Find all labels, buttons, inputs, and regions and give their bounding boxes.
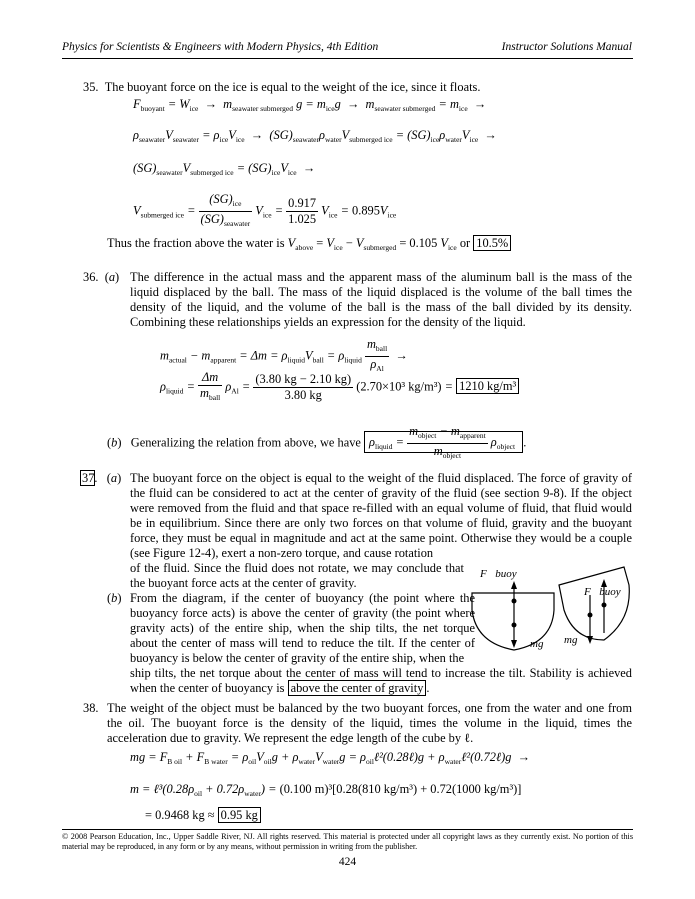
mg-label-1: mg⃗ (530, 638, 552, 650)
p35-equation-3: $(SG)_{seawater}V_{submerged ice} = (SG)_{ice}V_{ice}$ → (133, 161, 316, 177)
p36a-text: The difference in the actual mass and the apparent mass of the aluminum ball is the mass of the liquid displaced by the ball. The mass of the liquid displaced is the volume of the ball times the density of the liquid, and the volume of the ball is the mass of the ball divided by its density. Combining these relationships yields an expression for the density of the liquid. (130, 270, 632, 330)
p35-equation-4: $V_{submerged ice}$ = $\frac{(SG)_{ice}}{(SG)_{seawater}}$ $V_{ice}$ = $\frac{0.917}{1.025}$ $V_{ice} = 0.895V_{ice}$ (133, 192, 397, 228)
header-rule (62, 58, 633, 59)
p35-equation-1: $F_{buoyant} = W_{ice} \to m_{seawater submerged}$ $g = m_{ice}g \to m_{seawater submerged} = m_{ice}$ → (133, 97, 487, 113)
problem-36-number: 36. (a) (83, 270, 120, 284)
book-title: Physics for Scientists & Engineers with Modern Physics, 4th Edition (62, 41, 379, 53)
p38-answer: 0.95 kg (218, 807, 261, 823)
problem-37-number: 37. (a) (82, 471, 122, 485)
p37a-text-2: of the fluid. Since the fluid does not rotate, we may conclude that the buoyant force acts at the center of gravity. (130, 561, 464, 591)
copyright-notice: © 2008 Pearson Education, Inc., Upper Saddle River, NJ. All rights reserved. This material is protected under all copyright laws as they currently exist. No portion of this material may be reproduced, in any form or by any means, without permission in writing from the publisher. (62, 832, 633, 851)
p36b-text: (b) Generalizing the relation from above, we have $\rho_{liquid}$ = $\frac{m_{object} - m_{apparent}}{m_{object}}$ $\rho_{object}$ . (107, 424, 527, 460)
ship-diagram (464, 555, 639, 655)
fbuoy-label-1: F⃗buoy (480, 568, 517, 580)
p37b-label: (b) (107, 591, 122, 605)
p36a-answer: 1210 kg/m³ (456, 378, 519, 394)
p38-equation-2: $m = \ell^3(0.28\rho_{oil} + 0.72\rho_{water}) = (0.100$ m)³[0.28(810 kg/m³) + 0.72(1000 kg/m³)] (130, 782, 522, 798)
footer-rule (62, 829, 633, 830)
problem-35-text: 35. The buoyant force on the ice is equal to the weight of the ice, since it floats. (83, 80, 481, 94)
p36b-answer: $\rho_{liquid}$ = $\frac{m_{object} - m_{apparent}}{m_{object}}$ $\rho_{object}$ (364, 431, 523, 453)
mg-label-2: mg⃗ (564, 634, 586, 646)
running-header (62, 41, 632, 53)
fbuoy-label-2: F⃗buoy (584, 586, 621, 598)
p38-text: The weight of the object must be balanced by the two buoyant forces, one from the water and one from the oil. The buoyant force is the density of the liquid, times the volume in the liquid, times the acceleration due to gravity. We represent the edge length of the cube by ℓ. (107, 701, 632, 746)
page-number: 424 (338, 856, 357, 868)
p36-equation-1: $m_{actual} - m_{apparent} = \Delta m = \rho_{liquid}V_{ball} = \rho_{liquid}$ $\frac{m_{ball}}{\rho_{Al}}$ → (160, 337, 408, 373)
p36-equation-2: $\rho_{liquid}$ = $\frac{\Delta m}{m_{ball}}$ $\rho_{Al}$ = $\frac{(3.80 kg - 2.10 kg)}{3.80 kg}$ (2.70×10³ kg/m³) = 1210 kg/m³ (160, 370, 519, 405)
problem-38-number: 38. (83, 701, 99, 715)
p35-equation-2: $\rho_{seawater}V_{seawater} = \rho_{ice}V_{ice} \to (SG)_{seawater}\rho_{water}V_{submerged ice} = (SG)_{ice}\rho_{water}V_{ice}$ → (133, 128, 497, 144)
p37b-text-2: ship tilts, the net torque about the center of mass will tend to increase the tilt. Stability is achieved when the center of buoyancy is above the center of gravity . (130, 666, 632, 696)
p38-result: = 0.9468 kg ≈ 0.95 kg (145, 808, 261, 823)
tilted-hull (559, 567, 629, 644)
p35-conclusion: Thus the fraction above the water is $V_{above} = V_{ice} - V_{submerged} = 0.105$ $V_{ice}$ or 10.5% (107, 236, 511, 255)
p38-equation-1: mg = $F_{B oil} + F_{B water} = \rho_{oil}V_{oil}g + \rho_{water}V_{water}g$ = $\rho_{oil}\ell^2(0.28\ell)g$ + $\rho_{water}\ell^2(0.72\ell)g$ → (130, 750, 531, 766)
p37a-text: The buoyant force on the object is equal to the weight of the fluid displaced. The force of gravity of the fluid can be considered to act at the center of gravity of the fluid (see section 9-8). If the object were removed from the fluid and that space re-filled with an equal volume of fluid, that fluid would be in equilibrium. Since there are only two forces on that volume of fluid, gravity and the buoyant force, they must be equal in magnitude and act at the same point. Otherwise they would be a couple (see Figure 12-4), exert a non-zero torque, and cause rotation (130, 471, 632, 561)
p37b-answer: above the center of gravity (288, 680, 427, 696)
manual-title: Instructor Solutions Manual (501, 41, 632, 53)
p37b-text: From the diagram, if the center of buoyancy (the point where the buoyancy force acts) is above the center of gravity (the point where gravity acts) of the entire ship, when the ship tilts, the net torque about the center of mass will tend to reduce the tilt. If the center of buoyancy is below the center of gravity of the entire ship, when the (130, 591, 475, 666)
p35-answer: 10.5% (473, 235, 511, 251)
